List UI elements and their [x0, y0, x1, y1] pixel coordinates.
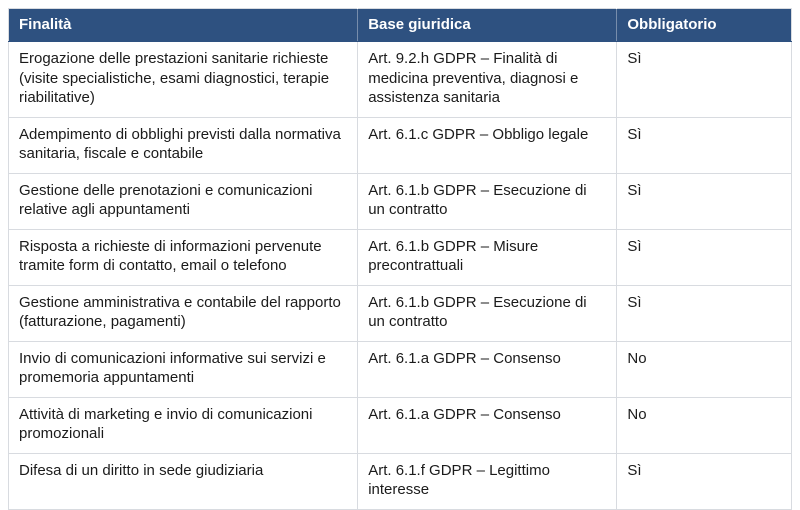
cell-obbligatorio: Sì	[617, 229, 792, 285]
cell-finalita: Gestione amministrativa e contabile del rapporto (fatturazione, pagamenti)	[9, 285, 358, 341]
table-row	[9, 117, 792, 173]
cell-obbligatorio: Sì	[617, 42, 792, 118]
gdpr-purposes-table	[8, 8, 792, 510]
table-row	[9, 173, 792, 229]
cell-obbligatorio: No	[617, 341, 792, 397]
table-row	[9, 285, 792, 341]
table-header-row	[9, 9, 792, 42]
cell-obbligatorio: Sì	[617, 453, 792, 509]
cell-base-giuridica: Art. 6.1.c GDPR – Obbligo legale	[358, 117, 617, 173]
cell-finalita: Gestione delle prenotazioni e comunicazioni relative agli appuntamenti	[9, 173, 358, 229]
cell-base-giuridica: Art. 6.1.a GDPR – Consenso	[358, 397, 617, 453]
cell-base-giuridica: Art. 6.1.b GDPR – Misure precontrattuali	[358, 229, 617, 285]
table-body	[9, 42, 792, 510]
column-header-base-giuridica: Base giuridica	[358, 9, 617, 42]
table-row	[9, 453, 792, 509]
cell-base-giuridica: Art. 6.1.b GDPR – Esecuzione di un contratto	[358, 285, 617, 341]
cell-obbligatorio: Sì	[617, 285, 792, 341]
cell-finalita: Risposta a richieste di informazioni pervenute tramite form di contatto, email o telefono	[9, 229, 358, 285]
cell-finalita: Difesa di un diritto in sede giudiziaria	[9, 453, 358, 509]
cell-finalita: Invio di comunicazioni informative sui servizi e promemoria appuntamenti	[9, 341, 358, 397]
cell-finalita: Attività di marketing e invio di comunicazioni promozionali	[9, 397, 358, 453]
cell-finalita: Erogazione delle prestazioni sanitarie richieste (visite specialistiche, esami diagnostici, terapie riabilitative)	[9, 42, 358, 118]
cell-base-giuridica: Art. 6.1.b GDPR – Esecuzione di un contratto	[358, 173, 617, 229]
cell-base-giuridica: Art. 6.1.a GDPR – Consenso	[358, 341, 617, 397]
cell-obbligatorio: No	[617, 397, 792, 453]
table-row	[9, 229, 792, 285]
cell-finalita: Adempimento di obblighi previsti dalla normativa sanitaria, fiscale e contabile	[9, 117, 358, 173]
cell-base-giuridica: Art. 9.2.h GDPR – Finalità di medicina preventiva, diagnosi e assistenza sanitaria	[358, 42, 617, 118]
table-row	[9, 42, 792, 118]
cell-obbligatorio: Sì	[617, 117, 792, 173]
cell-obbligatorio: Sì	[617, 173, 792, 229]
table-row	[9, 397, 792, 453]
table-row	[9, 341, 792, 397]
column-header-obbligatorio: Obbligatorio	[617, 9, 792, 42]
column-header-finalita: Finalità	[9, 9, 358, 42]
cell-base-giuridica: Art. 6.1.f GDPR – Legittimo interesse	[358, 453, 617, 509]
